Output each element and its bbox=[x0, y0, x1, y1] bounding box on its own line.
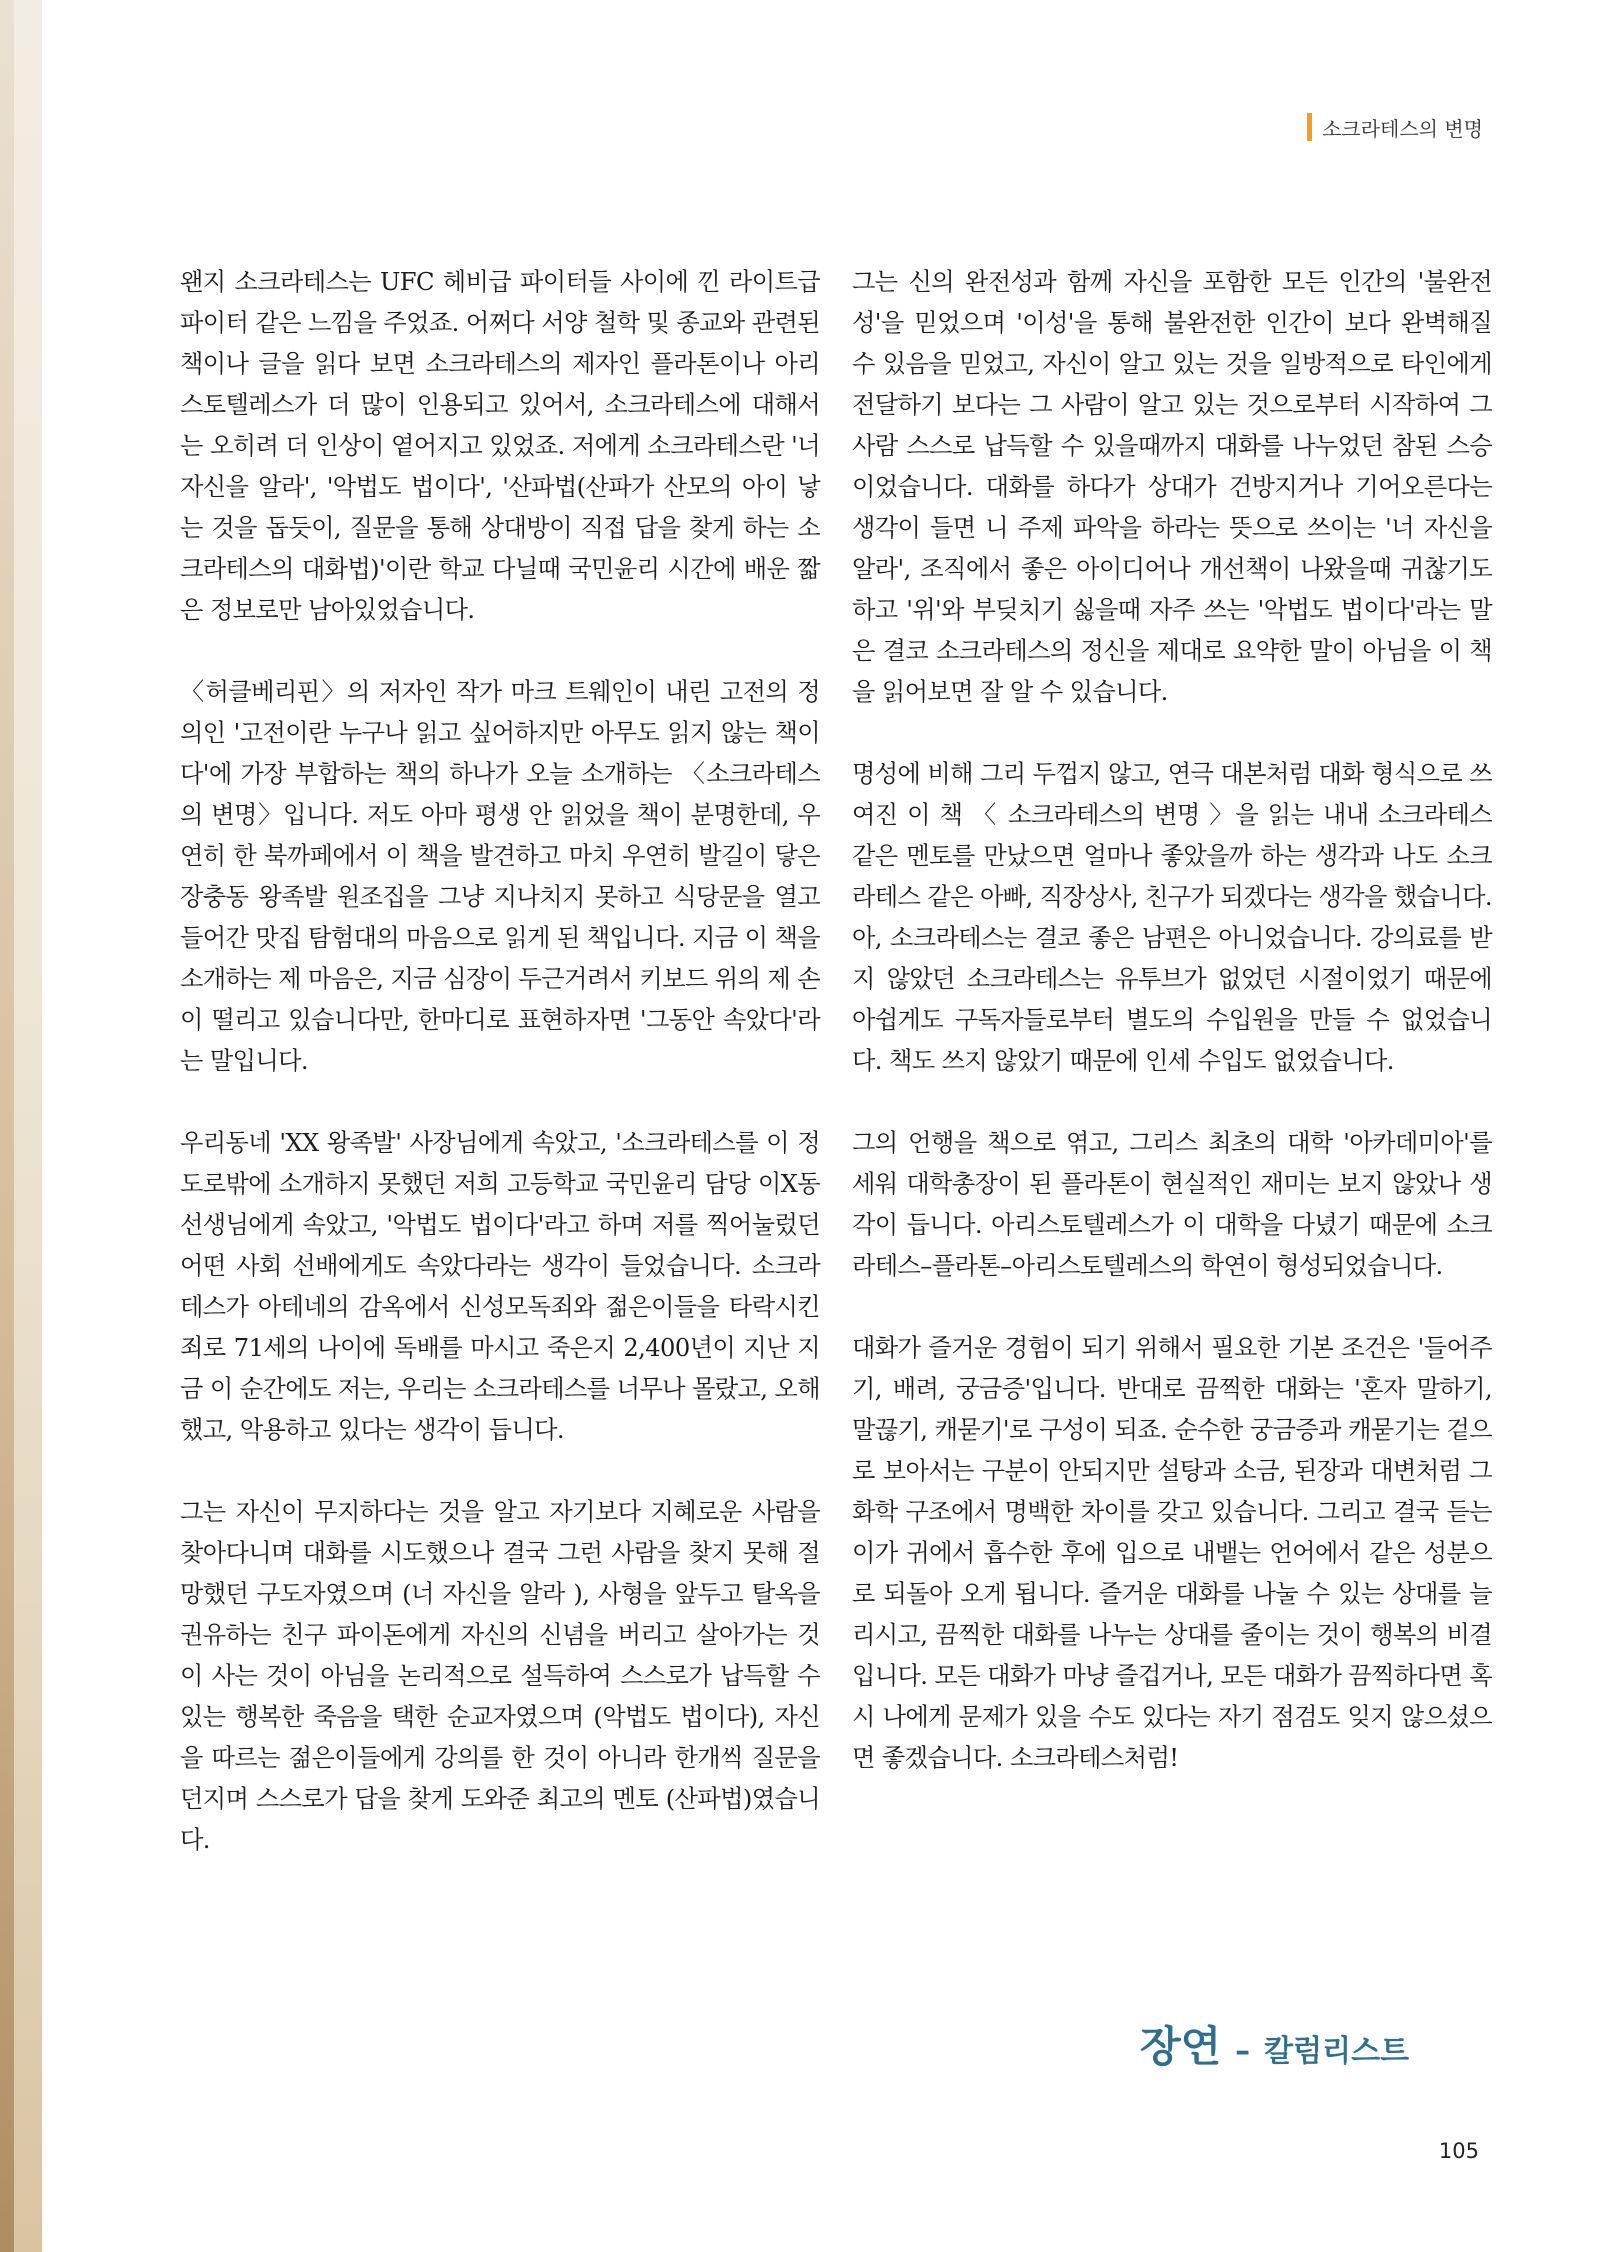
page-edge-texture bbox=[0, 0, 42, 2252]
header-accent-bar bbox=[1307, 113, 1312, 141]
paragraph: 우리동네 'XX 왕족발' 사장님에게 속았고, '소크라테스를 이 정도로밖에 소개하지 못했던 저희 고등학교 국민윤리 담당 이X동 선생님에게 속았고, '악법도 법이다'라고 하며 저를 찍어눌렀던 어떤 사회 선배에게도 속았다라는 생각이 들었습니다. 소크라테스가 아테네의 감옥에서 신성모독죄와 젊은이들을 타락시킨 죄로 71세의 나이에 독배를 마시고 죽은지 2,400년이 지난 지금 이 순간에도 저는, 우리는 소크라테스를 너무나 몰랐고, 오해했고, 악용하고 있다는 생각이 듭니다. bbox=[180, 1129, 821, 1444]
page-number: 105 bbox=[1438, 2139, 1479, 2163]
paragraph: 〈허클베리핀〉의 저자인 작가 마크 트웨인이 내린 고전의 정의인 '고전이란 누구나 읽고 싶어하지만 아무도 읽지 않는 책이다'에 가장 부합하는 책의 하나가 오늘 소개하는 〈소크라테스의 변명〉입니다. 저도 아마 평생 안 읽었을 책이 분명한데, 우연히 한 북까페에서 이 책을 발견하고 마치 우연히 발길이 닿은 장충동 왕족발 원조집을 그냥 지나치지 못하고 식당문을 열고 들어간 맛집 탐험대의 마음으로 읽게 된 책입니다. 지금 이 책을 소개하는 제 마음은, 지금 심장이 두근거려서 키보드 위의 제 손이 떨리고 있습니다만, 한마디로 표현하자면 '그동안 속았다'라는 말입니다. bbox=[180, 678, 821, 1075]
left-column bbox=[180, 262, 820, 1902]
section-title: 소크라테스의 변명 bbox=[1322, 116, 1483, 141]
signature-dash: – bbox=[1235, 2034, 1251, 2069]
right-column bbox=[852, 262, 1492, 1820]
running-header bbox=[1307, 112, 1483, 142]
paragraph: 명성에 비해 그리 두껍지 않고, 연극 대본처럼 대화 형식으로 쓰여진 이 책 〈 소크라테스의 변명 〉을 읽는 내내 소크라테스 같은 멘토를 만났으면 얼마나 좋았을까 하는 생각과 나도 소크라테스 같은 아빠, 직장상사, 친구가 되겠다는 생각을 했습니다. 아, 소크라테스는 결코 좋은 남편은 아니었습니다. 강의료를 받지 않았던 소크라테스는 유투브가 없었던 시절이었기 때문에 아쉽게도 구독자들로부터 별도의 수입원을 만들 수 없었습니다. 책도 쓰지 않았기 때문에 인세 수입도 없었습니다. bbox=[852, 760, 1493, 1075]
paragraph: 왠지 소크라테스는 UFC 헤비급 파이터들 사이에 낀 라이트급 파이터 같은 느낌을 주었죠. 어쩌다 서양 철학 및 종교와 관련된 책이나 글을 읽다 보면 소크라테스의 제자인 플라톤이나 아리스토텔레스가 더 많이 인용되고 있어서, 소크라테스에 대해서는 오히려 더 인상이 옅어지고 있었죠. 저에게 소크라테스란 '너 자신을 알라', '악법도 법이다', '산파법(산파가 산모의 아이 낳는 것을 돕듯이, 질문을 통해 상대방이 직접 답을 찾게 하는 소크라테스의 대화법)'이란 학교 다닐때 국민윤리 시간에 배운 짧은 정보로만 남아있었습니다. bbox=[180, 268, 821, 624]
author-signature bbox=[1140, 2014, 1409, 2074]
paragraph: 대화가 즐거운 경험이 되기 위해서 필요한 기본 조건은 '들어주기, 배려, 궁금증'입니다. 반대로 끔찍한 대화는 '혼자 말하기, 말끊기, 캐묻기'로 구성이 되죠. 순수한 궁금증과 캐묻기는 겉으로 보아서는 구분이 안되지만 설탕과 소금, 된장과 대변처럼 그 화학 구조에서 명백한 차이를 갖고 있습니다. 그리고 결국 듣는 이가 귀에서 흡수한 후에 입으로 내뱉는 언어에서 같은 성분으로 되돌아 오게 됩니다. 즐거운 대화를 나눌 수 있는 상대를 늘리시고, 끔찍한 대화를 나누는 상대를 줄이는 것이 행복의 비결입니다. 모든 대화가 마냥 즐겁거나, 모든 대화가 끔찍하다면 혹시 나에게 문제가 있을 수도 있다는 자기 점검도 잊지 않으셨으면 좋겠습니다. 소크라테스처럼! bbox=[852, 1334, 1493, 1772]
paragraph: 그의 언행을 책으로 엮고, 그리스 최초의 대학 '아카데미아'를 세워 대학총장이 된 플라톤이 현실적인 재미는 보지 않았나 생각이 듭니다. 아리스토텔레스가 이 대학을 다녔기 때문에 소크라테스–플라톤–아리스토텔레스의 학연이 형성되었습니다. bbox=[852, 1129, 1492, 1280]
paragraph: 그는 신의 완전성과 함께 자신을 포함한 모든 인간의 '불완전성'을 믿었으며 '이성'을 통해 불완전한 인간이 보다 완벽해질 수 있음을 믿었고, 자신이 알고 있는 것을 일방적으로 타인에게 전달하기 보다는 그 사람이 알고 있는 것으로부터 시작하여 그 사람 스스로 납득할 수 있을때까지 대화를 나누었던 참된 스승이었습니다. 대화를 하다가 상대가 건방지거나 기어오른다는 생각이 들면 니 주제 파악을 하라는 뜻으로 쓰이는 '너 자신을 알라', 조직에서 좋은 아이디어나 개선책이 나왔을때 귀찮기도 하고 '위'와 부딪치기 싫을때 자주 쓰는 '악법도 법이다'라는 말은 결코 소크라테스의 정신을 제대로 요약한 말이 아님을 이 책을 읽어보면 잘 알 수 있습니다. bbox=[852, 268, 1492, 706]
paragraph: 그는 자신이 무지하다는 것을 알고 자기보다 지혜로운 사람을 찾아다니며 대화를 시도했으나 결국 그런 사람을 찾지 못해 절망했던 구도자였으며 (너 자신을 알라 ), 사형을 앞두고 탈옥을 권유하는 친구 파이돈에게 자신의 신념을 버리고 살아가는 것이 사는 것이 아님을 논리적으로 설득하여 스스로가 납득할 수 있는 행복한 죽음을 택한 순교자였으며 (악법도 법이다), 자신을 따르는 젊은이들에게 강의를 한 것이 아니라 한개씩 질문을 던지며 스스로가 답을 찾게 도와준 최고의 멘토 (산파법)였습니다. bbox=[180, 1498, 820, 1854]
author-role: 칼럼리스트 bbox=[1264, 2034, 1410, 2069]
author-name: 장연 bbox=[1140, 2022, 1222, 2071]
